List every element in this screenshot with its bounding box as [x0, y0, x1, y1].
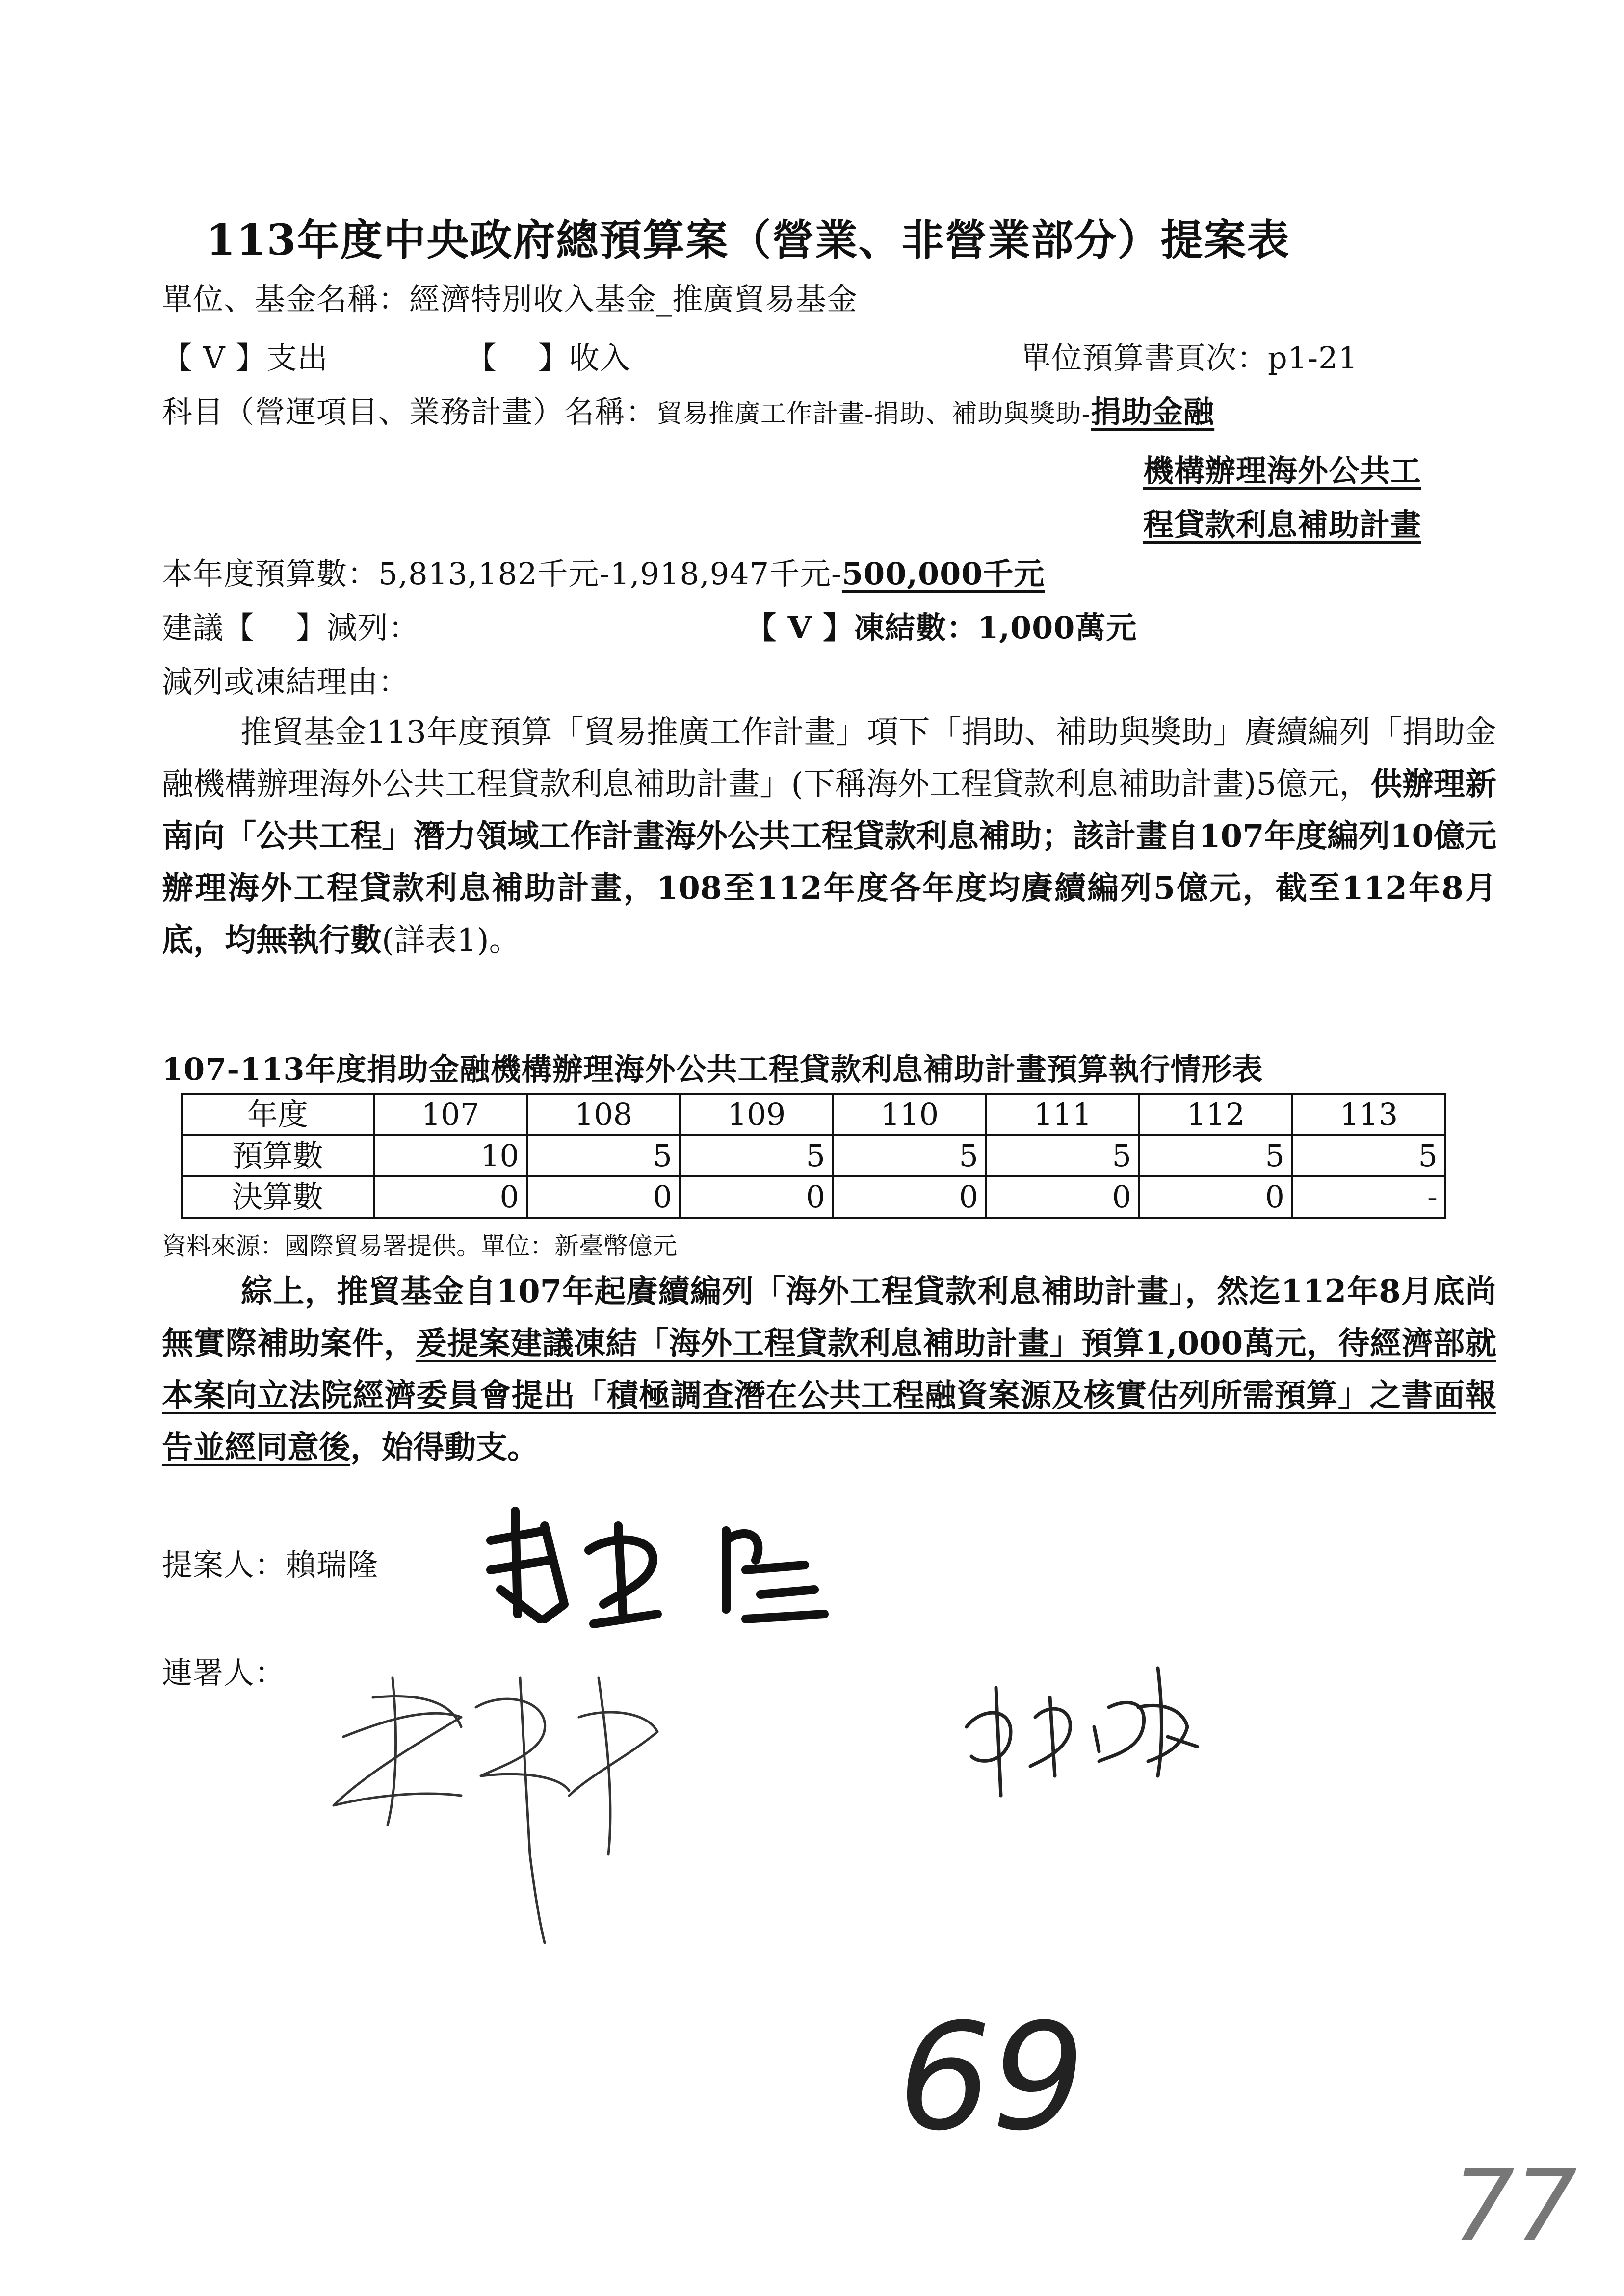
- table-cell: 0: [986, 1176, 1139, 1218]
- para2-part-a: 綜上，推貿基金自107年起賡續編列「海外工程貸款利息補助計畫」，然迄112年8月底尚無實際補助案件，: [162, 1273, 1496, 1362]
- table-year: 109: [680, 1094, 833, 1135]
- table-cell: 5: [833, 1135, 986, 1176]
- table-row-budget: [182, 1135, 1445, 1176]
- table-cell: 0: [680, 1176, 833, 1218]
- table-cell: 0: [374, 1176, 527, 1218]
- subject-line: [162, 388, 1214, 431]
- reason-label: 減列或凍結理由：: [162, 664, 410, 700]
- table-cell: 5: [1292, 1135, 1445, 1176]
- proposer-signature: [471, 1496, 854, 1644]
- table-cell: 10: [374, 1135, 527, 1176]
- handwritten-page-number: 69: [898, 1992, 1085, 2163]
- subject-bold-3: 程貸款利息補助計畫: [1143, 507, 1422, 543]
- table-row-actual: [182, 1176, 1445, 1218]
- execution-table: [181, 1093, 1446, 1219]
- table-header-label: 年度: [182, 1094, 374, 1135]
- table-source-note: 資料來源：國際貿易署提供。單位：新臺幣億元: [162, 1232, 677, 1260]
- para2-part-c: ，始得動支。: [350, 1429, 539, 1466]
- budget-highlight: 500,000千元: [841, 556, 1045, 592]
- table-title: 107-113年度捐助金融機構辦理海外公共工程貸款利息補助計畫預算執行情形表: [162, 1051, 1263, 1087]
- para1-part-c: (詳表1)。: [382, 922, 521, 959]
- para1-part-b: 供辦理新南向「公共工程」潛力領域工作計畫海外公共工程貸款利息補助；該計畫自107年度編列10億元辦理海外工程貸款利息補助計畫，108至112年度各年度均賡續編列5億元，截至112年8月底，均無執行數: [162, 766, 1497, 959]
- table-year: 108: [527, 1094, 680, 1135]
- fund-name: 單位、基金名稱：經濟特別收入基金_推廣貿易基金: [162, 281, 858, 317]
- budget-prefix: 本年度預算數：5,813,182千元-1,918,947千元-: [162, 556, 842, 592]
- cosigner-label: 連署人：: [162, 1655, 286, 1691]
- table-cell: 5: [986, 1135, 1139, 1176]
- table-year: 112: [1139, 1094, 1292, 1135]
- table-row-label: 決算數: [182, 1176, 374, 1218]
- table-cell: 0: [1139, 1176, 1292, 1218]
- document-title: 113年度中央政府總預算案（營業、非營業部分）提案表: [206, 215, 1290, 265]
- table-year: 107: [374, 1094, 527, 1135]
- suggest-freeze: 【 V 】凍結數：1,000萬元: [746, 610, 1137, 646]
- table-cell: 5: [527, 1135, 680, 1176]
- reason-paragraph-2: [162, 1266, 1496, 1474]
- table-cell: -: [1292, 1176, 1445, 1218]
- table-header-row: [182, 1094, 1445, 1135]
- table-cell: 0: [527, 1176, 680, 1218]
- handwritten-corner-number: 77: [1452, 2149, 1577, 2263]
- para1-part-a: 推貿基金113年度預算「貿易推廣工作計畫」項下「捐助、補助與獎助」賡續編列「捐助金融機構辦理海外公共工程貸款利息補助計畫」(下稱海外工程貸款利息補助計畫)5億元，: [162, 714, 1496, 803]
- table-row-label: 預算數: [182, 1135, 374, 1176]
- expense-checkbox-label: 【 V 】支出: [162, 340, 329, 376]
- subject-mid: 貿易推廣工作計畫-捐助、補助與獎助-: [656, 399, 1091, 429]
- subject-prefix: 科目（營運項目、業務計畫）名稱：: [162, 394, 657, 430]
- reason-paragraph-1: [162, 706, 1496, 966]
- income-checkbox-label: 【 】收入: [466, 340, 631, 376]
- table-year: 113: [1292, 1094, 1445, 1135]
- suggest-cut: 建議【 】減列：: [162, 610, 419, 646]
- budget-line: [162, 549, 1045, 593]
- cosigner-signature-1: [314, 1648, 716, 1953]
- table-year: 110: [833, 1094, 986, 1135]
- table-cell: 0: [833, 1176, 986, 1218]
- page-reference: 單位預算書頁次：p1-21: [1021, 340, 1358, 376]
- proposer-label: 提案人：賴瑞隆: [162, 1547, 379, 1583]
- cosigner-signature-2: [952, 1648, 1227, 1825]
- table-year: 111: [986, 1094, 1139, 1135]
- table-cell: 5: [1139, 1135, 1292, 1176]
- subject-bold-2: 機構辦理海外公共工: [1143, 453, 1422, 489]
- subject-bold-1: 捐助金融: [1091, 394, 1215, 430]
- table-cell: 5: [680, 1135, 833, 1176]
- para2-part-b: 爰提案建議凍結「海外工程貸款利息補助計畫」預算1,000萬元，待經濟部就本案向立法院經濟委員會提出「積極調查潛在公共工程融資案源及核實估列所需預算」之書面報告並經同意後: [162, 1325, 1497, 1466]
